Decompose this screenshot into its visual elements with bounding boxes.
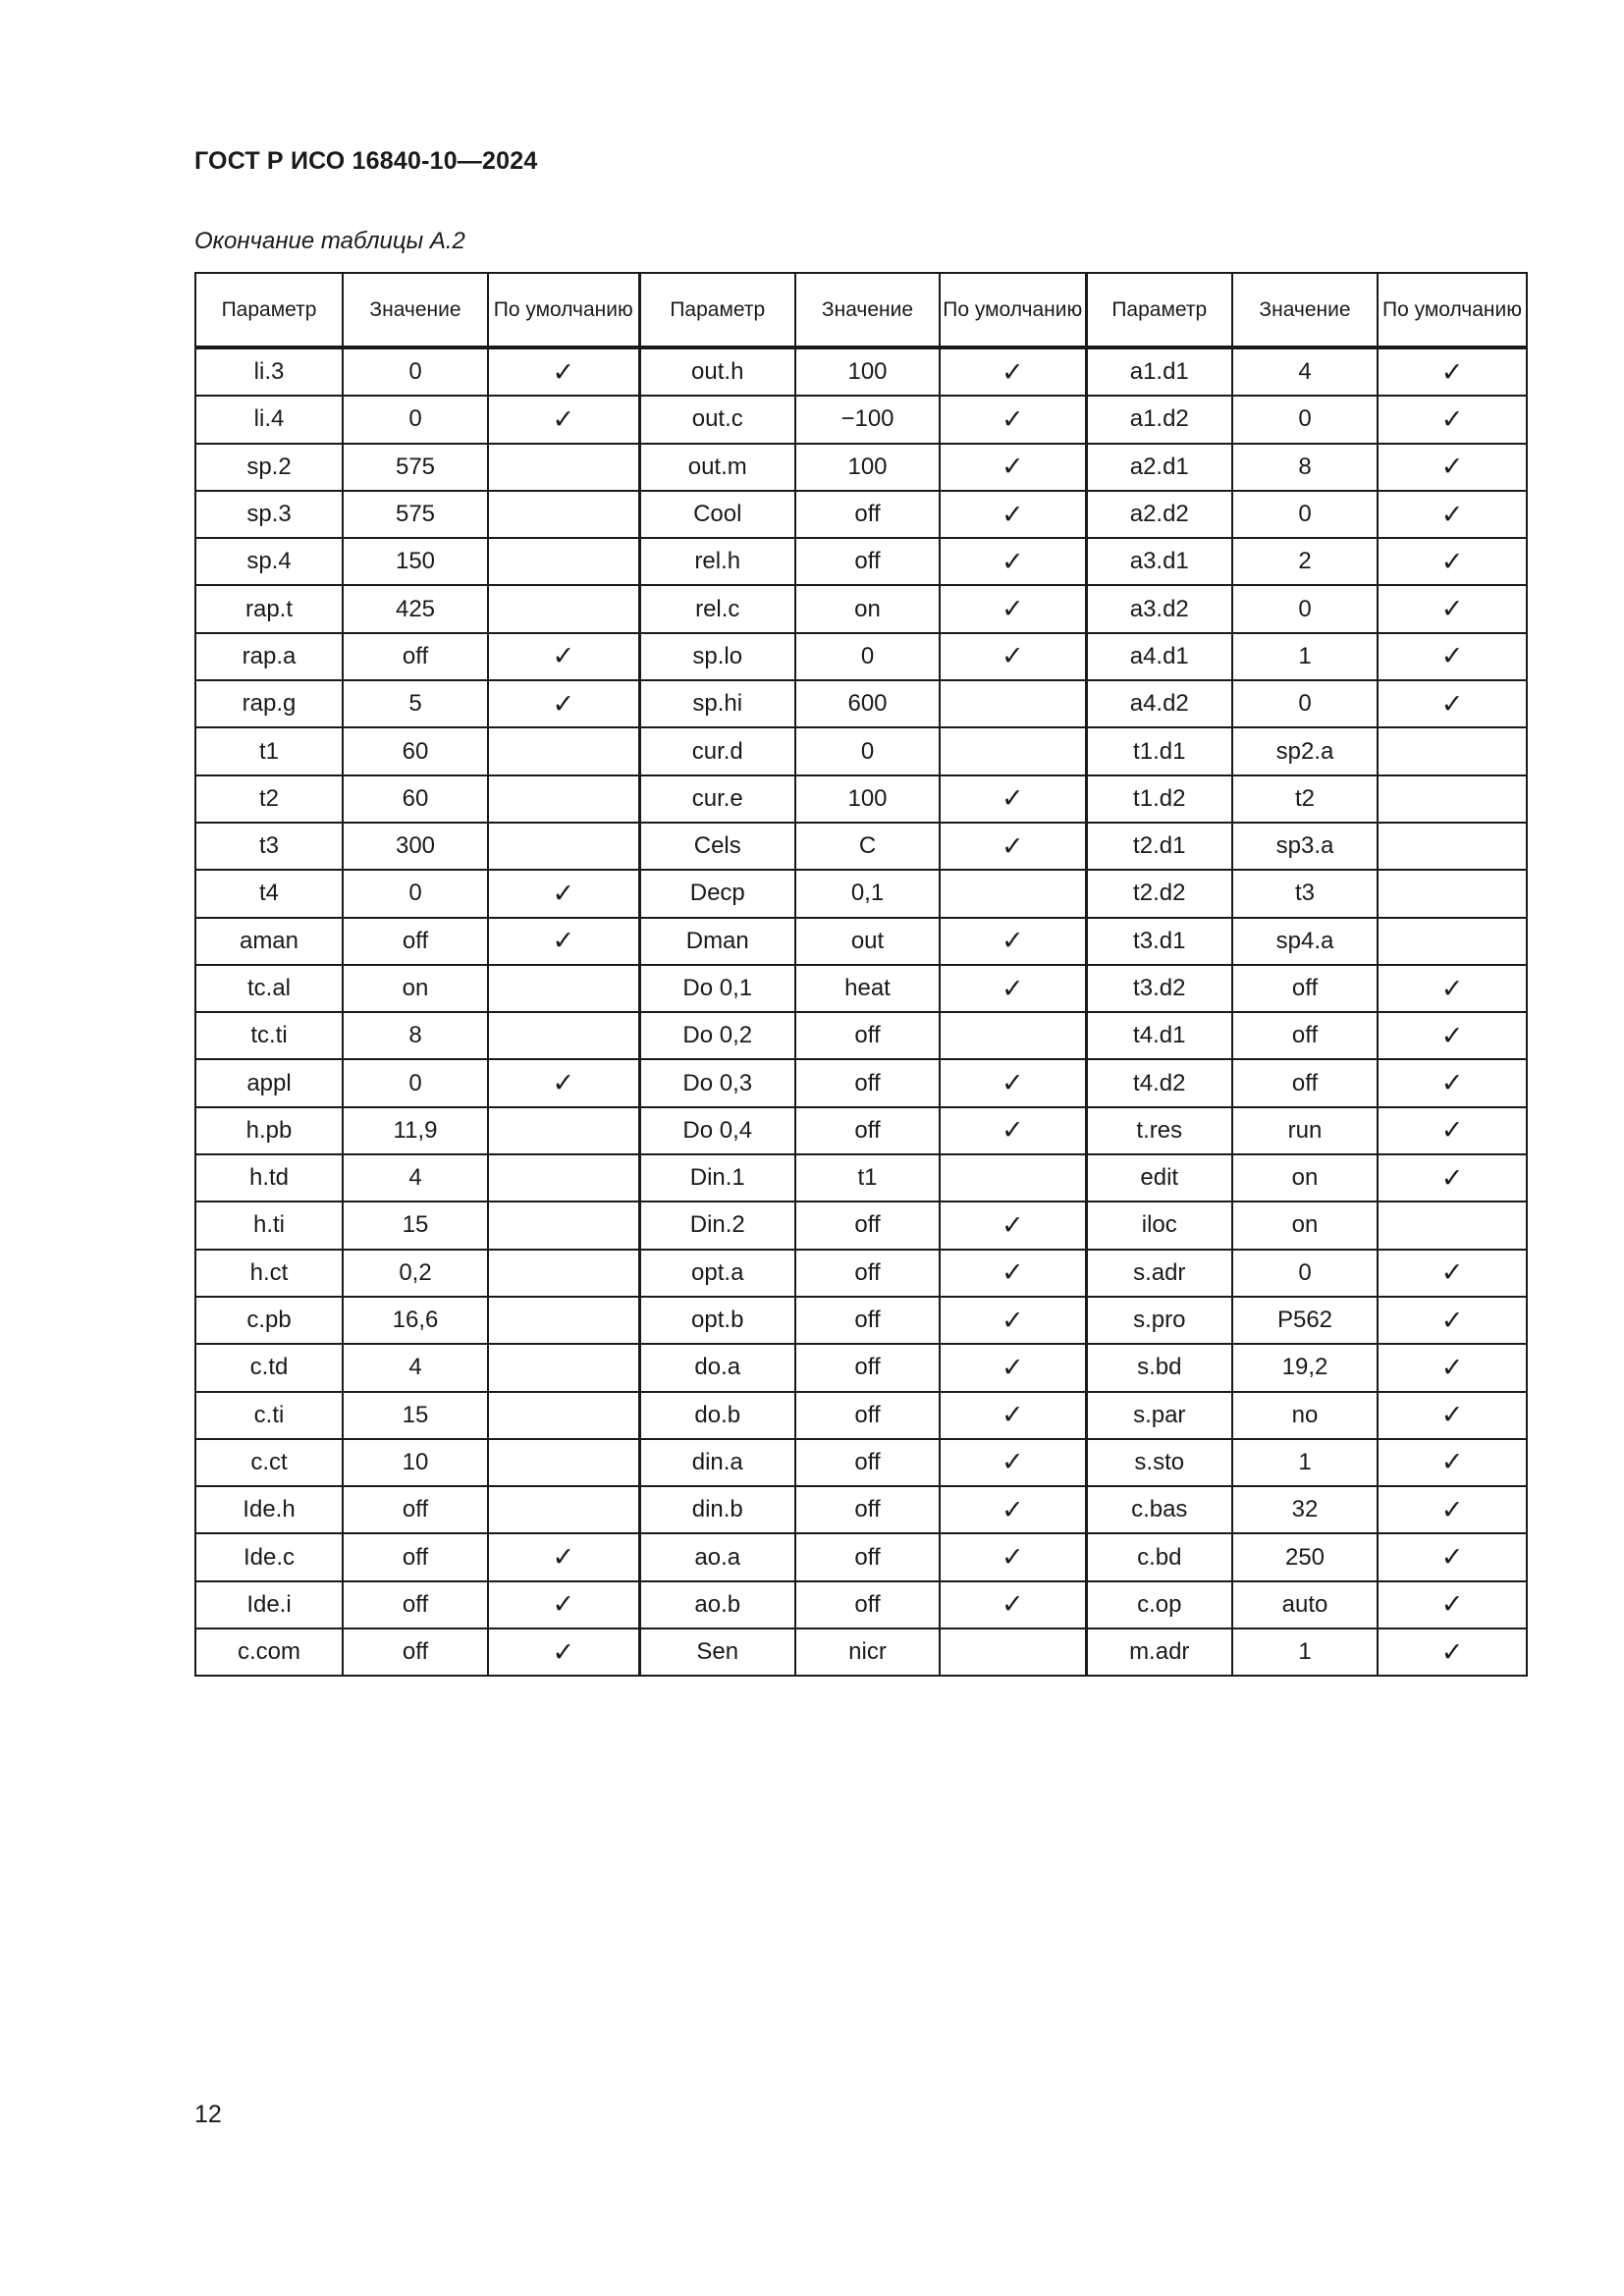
value-cell: 575 [343,491,488,538]
column-header: Значение [1232,273,1378,347]
value-cell: 16,6 [343,1297,488,1344]
parameter-cell: s.pro [1086,1297,1232,1344]
value-cell: 32 [1232,1486,1378,1533]
parameter-cell: Ide.i [195,1581,343,1629]
default-check-cell: ✓ [1378,965,1527,1012]
value-cell: P562 [1232,1297,1378,1344]
default-check-cell [940,1629,1086,1676]
parameter-cell: rel.c [639,585,795,632]
table-row [195,1201,1527,1249]
parameter-cell: li.4 [195,396,343,443]
default-check-cell [488,727,639,774]
parameter-cell: cur.d [639,727,795,774]
parameter-cell: a1.d2 [1086,396,1232,443]
default-check-cell: ✓ [940,1439,1086,1486]
default-check-cell: ✓ [940,347,1086,396]
value-cell: t2 [1232,775,1378,823]
value-cell: 1 [1232,1629,1378,1676]
value-cell: off [343,1629,488,1676]
column-header: Значение [795,273,940,347]
parameter-cell: sp.3 [195,491,343,538]
parameter-cell: s.sto [1086,1439,1232,1486]
parameter-cell: Ide.h [195,1486,343,1533]
parameter-cell: appl [195,1059,343,1106]
table-row [195,396,1527,443]
value-cell: heat [795,965,940,1012]
value-cell: 0 [343,347,488,396]
value-cell: out [795,918,940,965]
default-check-cell: ✓ [488,1629,639,1676]
table-header-row [195,273,1527,347]
parameter-cell: rap.t [195,585,343,632]
default-check-cell [940,1012,1086,1059]
table-row [195,1250,1527,1297]
table-row [195,1581,1527,1629]
parameter-cell: s.par [1086,1392,1232,1439]
default-check-cell [488,585,639,632]
default-check-cell [488,1107,639,1154]
default-check-cell [1378,727,1527,774]
parameter-cell: sp.4 [195,538,343,585]
table-row [195,1154,1527,1201]
value-cell: 425 [343,585,488,632]
value-cell: 0,1 [795,870,940,917]
default-check-cell [488,965,639,1012]
parameter-cell: Do 0,4 [639,1107,795,1154]
default-check-cell: ✓ [1378,538,1527,585]
default-check-cell [488,1392,639,1439]
value-cell: 600 [795,680,940,727]
value-cell: 100 [795,775,940,823]
table-row [195,347,1527,396]
value-cell: 0 [343,396,488,443]
column-header: По умолчанию [940,273,1086,347]
default-check-cell [488,1201,639,1249]
value-cell: off [795,1201,940,1249]
value-cell: 0 [1232,585,1378,632]
value-cell: 250 [1232,1533,1378,1580]
default-check-cell: ✓ [1378,396,1527,443]
parameter-cell: rap.g [195,680,343,727]
value-cell: nicr [795,1629,940,1676]
parameter-table [194,272,1528,1677]
default-check-cell: ✓ [1378,1533,1527,1580]
default-check-cell: ✓ [940,1486,1086,1533]
default-check-cell: ✓ [1378,1297,1527,1344]
parameter-cell: rel.h [639,538,795,585]
parameter-cell: t2.d2 [1086,870,1232,917]
column-header: По умолчанию [488,273,639,347]
default-check-cell: ✓ [940,1201,1086,1249]
parameter-cell: out.c [639,396,795,443]
parameter-cell: h.pb [195,1107,343,1154]
default-check-cell: ✓ [488,1581,639,1629]
default-check-cell: ✓ [1378,1629,1527,1676]
parameter-cell: t1.d1 [1086,727,1232,774]
parameter-cell: a2.d2 [1086,491,1232,538]
parameter-cell: Do 0,3 [639,1059,795,1106]
parameter-cell: s.adr [1086,1250,1232,1297]
value-cell: 8 [1232,444,1378,491]
default-check-cell: ✓ [940,1392,1086,1439]
value-cell: off [795,1392,940,1439]
value-cell: on [1232,1201,1378,1249]
value-cell: 100 [795,347,940,396]
value-cell: 4 [343,1154,488,1201]
table-row [195,1059,1527,1106]
table-row [195,870,1527,917]
table-row [195,1297,1527,1344]
default-check-cell: ✓ [488,870,639,917]
table-row [195,775,1527,823]
value-cell: 150 [343,538,488,585]
default-check-cell: ✓ [940,965,1086,1012]
parameter-cell: Decp [639,870,795,917]
default-check-cell [488,823,639,870]
parameter-cell: Ide.c [195,1533,343,1580]
default-check-cell: ✓ [940,1344,1086,1391]
parameter-cell: h.ct [195,1250,343,1297]
value-cell: on [795,585,940,632]
parameter-cell: tc.ti [195,1012,343,1059]
parameter-cell: do.a [639,1344,795,1391]
parameter-cell: din.b [639,1486,795,1533]
parameter-cell: t1.d2 [1086,775,1232,823]
value-cell: run [1232,1107,1378,1154]
value-cell: 19,2 [1232,1344,1378,1391]
parameter-cell: a3.d2 [1086,585,1232,632]
value-cell: off [1232,1012,1378,1059]
parameter-cell: a2.d1 [1086,444,1232,491]
default-check-cell: ✓ [940,1107,1086,1154]
default-check-cell: ✓ [1378,1154,1527,1201]
parameter-cell: t3.d1 [1086,918,1232,965]
table-row [195,1107,1527,1154]
default-check-cell [488,1012,639,1059]
parameter-cell: t4.d1 [1086,1012,1232,1059]
default-check-cell: ✓ [940,538,1086,585]
parameter-cell: Cels [639,823,795,870]
parameter-cell: Dman [639,918,795,965]
value-cell: 4 [1232,347,1378,396]
table-row [195,491,1527,538]
parameter-cell: din.a [639,1439,795,1486]
default-check-cell [488,1154,639,1201]
value-cell: auto [1232,1581,1378,1629]
default-check-cell: ✓ [1378,633,1527,680]
parameter-cell: t2 [195,775,343,823]
value-cell: C [795,823,940,870]
parameter-cell: a4.d2 [1086,680,1232,727]
default-check-cell: ✓ [1378,1012,1527,1059]
default-check-cell: ✓ [1378,1486,1527,1533]
default-check-cell: ✓ [1378,680,1527,727]
value-cell: 100 [795,444,940,491]
value-cell: 4 [343,1344,488,1391]
parameter-cell: opt.b [639,1297,795,1344]
table-row [195,633,1527,680]
value-cell: off [795,1581,940,1629]
parameter-cell: edit [1086,1154,1232,1201]
value-cell: off [795,1012,940,1059]
value-cell: off [795,1250,940,1297]
parameter-cell: ao.b [639,1581,795,1629]
parameter-cell: c.ct [195,1439,343,1486]
parameter-cell: t2.d1 [1086,823,1232,870]
table-row [195,823,1527,870]
default-check-cell [940,1154,1086,1201]
default-check-cell: ✓ [488,1533,639,1580]
default-check-cell: ✓ [940,1297,1086,1344]
parameter-cell: a3.d1 [1086,538,1232,585]
default-check-cell: ✓ [1378,1107,1527,1154]
default-check-cell [488,491,639,538]
default-check-cell: ✓ [1378,585,1527,632]
parameter-cell: aman [195,918,343,965]
default-check-cell [1378,1201,1527,1249]
document-header: ГОСТ Р ИСО 16840-10—2024 [194,147,538,175]
value-cell: 10 [343,1439,488,1486]
table-row [195,1344,1527,1391]
parameter-cell: t4.d2 [1086,1059,1232,1106]
default-check-cell: ✓ [488,1059,639,1106]
default-check-cell [488,775,639,823]
table-row [195,727,1527,774]
value-cell: 0 [1232,1250,1378,1297]
value-cell: 8 [343,1012,488,1059]
column-header: Значение [343,273,488,347]
column-header: Параметр [1086,273,1232,347]
value-cell: 1 [1232,1439,1378,1486]
parameter-cell: t3.d2 [1086,965,1232,1012]
parameter-cell: cur.e [639,775,795,823]
default-check-cell [1378,918,1527,965]
value-cell: no [1232,1392,1378,1439]
default-check-cell: ✓ [940,1250,1086,1297]
page-number: 12 [194,2101,222,2128]
default-check-cell: ✓ [1378,1250,1527,1297]
parameter-cell: Do 0,2 [639,1012,795,1059]
default-check-cell [488,444,639,491]
parameter-cell: Din.2 [639,1201,795,1249]
default-check-cell: ✓ [1378,1439,1527,1486]
table-row [195,965,1527,1012]
parameter-cell: t.res [1086,1107,1232,1154]
default-check-cell: ✓ [1378,444,1527,491]
value-cell: 1 [1232,633,1378,680]
value-cell: off [343,918,488,965]
parameter-cell: a4.d1 [1086,633,1232,680]
value-cell: off [343,1533,488,1580]
value-cell: off [795,1059,940,1106]
value-cell: off [795,1344,940,1391]
table-caption: Окончание таблицы А.2 [194,228,465,254]
default-check-cell: ✓ [940,585,1086,632]
parameter-cell: sp.2 [195,444,343,491]
parameter-cell: a1.d1 [1086,347,1232,396]
default-check-cell: ✓ [940,396,1086,443]
parameter-cell: ao.a [639,1533,795,1580]
value-cell: 60 [343,727,488,774]
parameter-cell: c.pb [195,1297,343,1344]
default-check-cell [940,870,1086,917]
default-check-cell: ✓ [940,633,1086,680]
parameter-cell: iloc [1086,1201,1232,1249]
table-row [195,918,1527,965]
value-cell: off [795,1486,940,1533]
table-row [195,1439,1527,1486]
parameter-cell: h.ti [195,1201,343,1249]
default-check-cell [488,1297,639,1344]
parameter-cell: out.h [639,347,795,396]
value-cell: 15 [343,1201,488,1249]
default-check-cell [1378,775,1527,823]
default-check-cell: ✓ [940,491,1086,538]
value-cell: t3 [1232,870,1378,917]
parameter-cell: do.b [639,1392,795,1439]
parameter-cell: opt.a [639,1250,795,1297]
value-cell: off [795,1297,940,1344]
default-check-cell [488,1486,639,1533]
default-check-cell: ✓ [940,823,1086,870]
parameter-cell: m.adr [1086,1629,1232,1676]
default-check-cell: ✓ [940,1581,1086,1629]
value-cell: off [795,1439,940,1486]
parameter-cell: c.bas [1086,1486,1232,1533]
table-row [195,585,1527,632]
column-header: Параметр [639,273,795,347]
value-cell: 0 [1232,680,1378,727]
default-check-cell: ✓ [1378,491,1527,538]
value-cell: 11,9 [343,1107,488,1154]
parameter-cell: Do 0,1 [639,965,795,1012]
parameter-cell: out.m [639,444,795,491]
default-check-cell [488,1344,639,1391]
table-body [195,347,1527,1676]
parameter-cell: sp.hi [639,680,795,727]
default-check-cell: ✓ [1378,1581,1527,1629]
value-cell: 300 [343,823,488,870]
value-cell: sp2.a [1232,727,1378,774]
value-cell: 0 [795,727,940,774]
value-cell: on [1232,1154,1378,1201]
table-row [195,1486,1527,1533]
value-cell: 5 [343,680,488,727]
value-cell: off [795,491,940,538]
value-cell: 575 [343,444,488,491]
default-check-cell [488,538,639,585]
table-row [195,1012,1527,1059]
value-cell: 2 [1232,538,1378,585]
default-check-cell [1378,823,1527,870]
parameter-cell: c.op [1086,1581,1232,1629]
default-check-cell: ✓ [1378,1392,1527,1439]
default-check-cell [940,680,1086,727]
value-cell: off [343,633,488,680]
default-check-cell: ✓ [1378,1344,1527,1391]
default-check-cell: ✓ [940,444,1086,491]
value-cell: sp3.a [1232,823,1378,870]
parameter-cell: Din.1 [639,1154,795,1201]
value-cell: off [795,538,940,585]
table-row [195,538,1527,585]
default-check-cell [488,1250,639,1297]
default-check-cell: ✓ [488,918,639,965]
table-row [195,1533,1527,1580]
parameter-cell: t1 [195,727,343,774]
parameter-cell: rap.a [195,633,343,680]
value-cell: 0,2 [343,1250,488,1297]
value-cell: 0 [343,870,488,917]
default-check-cell: ✓ [488,396,639,443]
parameter-cell: Cool [639,491,795,538]
parameter-cell: c.com [195,1629,343,1676]
value-cell: 0 [1232,396,1378,443]
table-row [195,1629,1527,1676]
value-cell: off [1232,1059,1378,1106]
value-cell: on [343,965,488,1012]
value-cell: off [795,1107,940,1154]
value-cell: off [1232,965,1378,1012]
default-check-cell: ✓ [940,1533,1086,1580]
value-cell: −100 [795,396,940,443]
table-row [195,444,1527,491]
parameter-cell: li.3 [195,347,343,396]
default-check-cell: ✓ [1378,1059,1527,1106]
value-cell: off [795,1533,940,1580]
default-check-cell: ✓ [488,680,639,727]
column-header: По умолчанию [1378,273,1527,347]
parameter-cell: t3 [195,823,343,870]
parameter-cell: c.ti [195,1392,343,1439]
value-cell: sp4.a [1232,918,1378,965]
default-check-cell: ✓ [1378,347,1527,396]
default-check-cell: ✓ [488,633,639,680]
parameter-cell: sp.lo [639,633,795,680]
default-check-cell: ✓ [488,347,639,396]
value-cell: off [343,1486,488,1533]
default-check-cell [1378,870,1527,917]
parameter-cell: Sen [639,1629,795,1676]
table-row [195,680,1527,727]
parameter-cell: c.bd [1086,1533,1232,1580]
default-check-cell: ✓ [940,775,1086,823]
value-cell: 0 [343,1059,488,1106]
parameter-cell: c.td [195,1344,343,1391]
value-cell: t1 [795,1154,940,1201]
default-check-cell [488,1439,639,1486]
value-cell: 0 [795,633,940,680]
parameter-cell: t4 [195,870,343,917]
default-check-cell [940,727,1086,774]
value-cell: 15 [343,1392,488,1439]
parameter-cell: s.bd [1086,1344,1232,1391]
value-cell: off [343,1581,488,1629]
default-check-cell: ✓ [940,1059,1086,1106]
parameter-cell: h.td [195,1154,343,1201]
default-check-cell: ✓ [940,918,1086,965]
value-cell: 0 [1232,491,1378,538]
table-row [195,1392,1527,1439]
value-cell: 60 [343,775,488,823]
parameter-cell: tc.al [195,965,343,1012]
column-header: Параметр [195,273,343,347]
